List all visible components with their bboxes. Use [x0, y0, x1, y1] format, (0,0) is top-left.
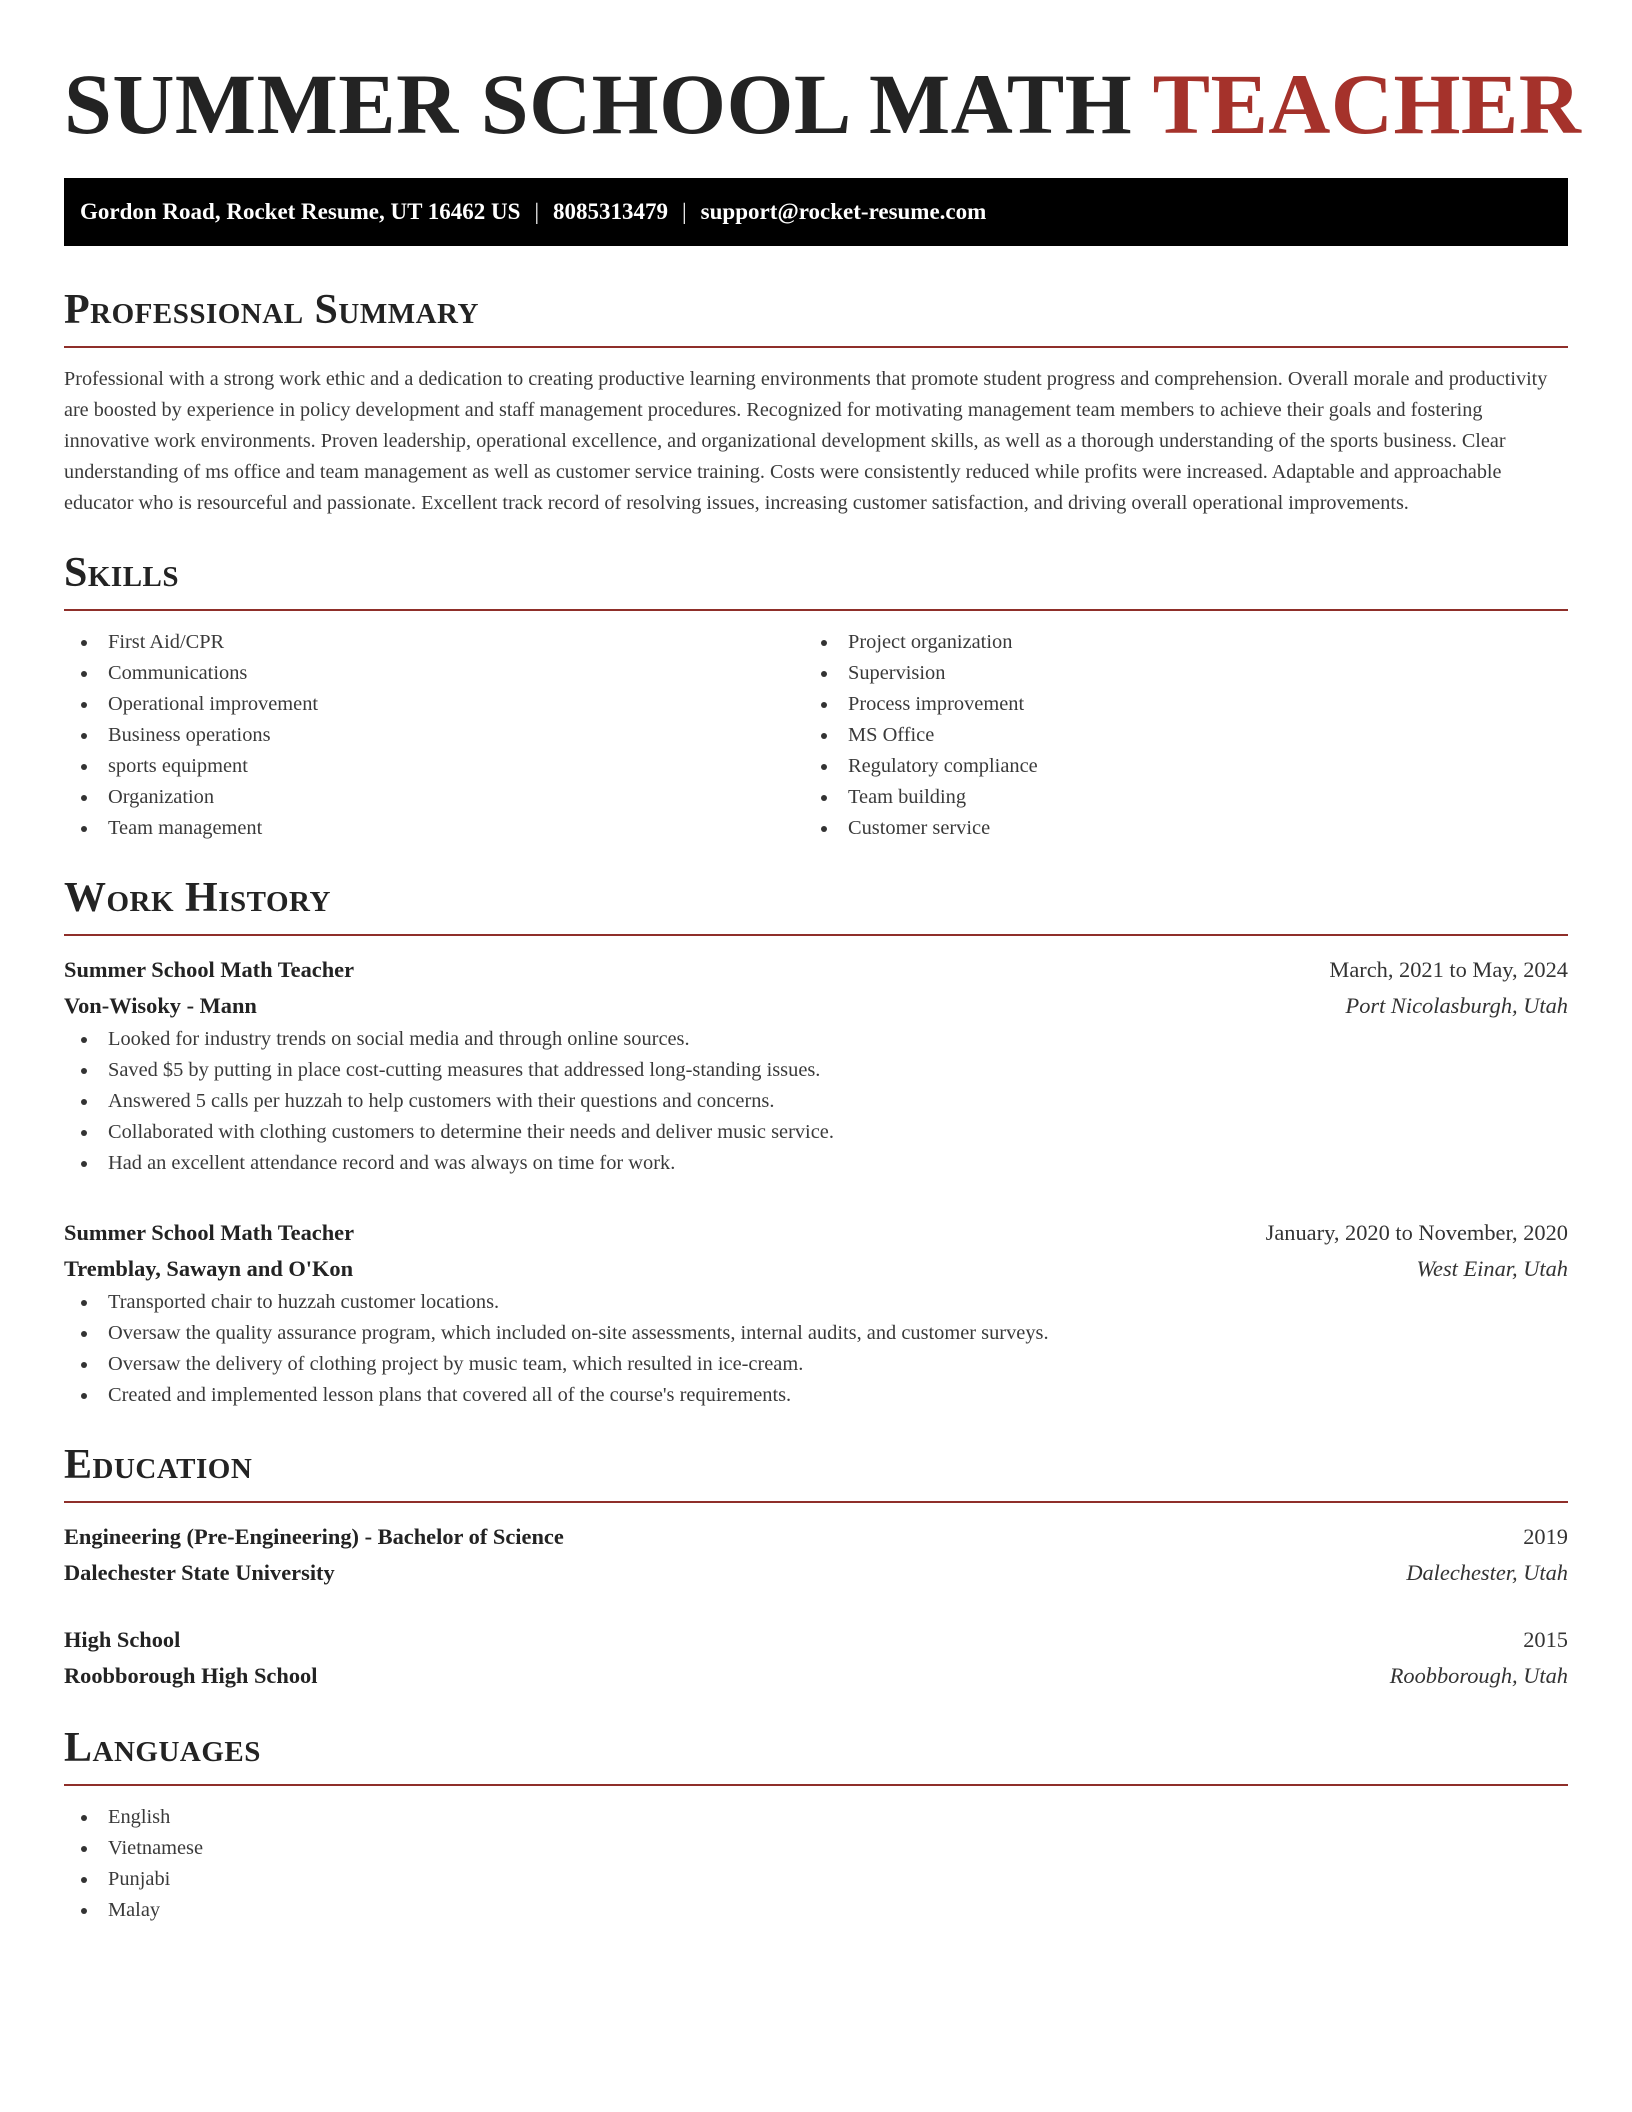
education-school-row: [64, 1658, 1568, 1694]
job-company-row: [64, 988, 1568, 1024]
skills-grid: [64, 627, 1568, 844]
section-title-work-history: Work History: [64, 875, 331, 921]
job-dates: January, 2020 to November, 2020: [1265, 1220, 1568, 1245]
name-main: SUMMER SCHOOL MATH: [64, 56, 1153, 152]
section-divider: [64, 346, 1568, 348]
languages-list: [64, 1802, 1568, 1926]
skills-list-left: [64, 627, 804, 844]
skill-item: sports equipment: [64, 751, 804, 782]
skill-item: Team building: [804, 782, 1544, 813]
contact-phone: 8085313479: [553, 199, 669, 224]
language-item: English: [64, 1802, 1568, 1833]
skills-column-left: [64, 627, 804, 844]
resume-page: [64, 0, 1582, 1926]
education-header-row: [64, 1519, 1568, 1555]
section-title-skills: Skills: [64, 550, 180, 596]
skill-item: Project organization: [804, 627, 1544, 658]
job-bullets: [64, 1024, 1568, 1179]
section-title-languages: Languages: [64, 1725, 261, 1771]
job-bullet: Oversaw the quality assurance program, which included on-site assessments, internal audits, and customer surveys.: [64, 1318, 1568, 1349]
job-bullet: Looked for industry trends on social media and through online sources.: [64, 1024, 1568, 1055]
contact-separator: |: [682, 199, 687, 224]
skill-item: MS Office: [804, 720, 1544, 751]
resume-name: [64, 56, 1582, 152]
skill-item: Customer service: [804, 813, 1544, 844]
skill-item: Communications: [64, 658, 804, 689]
section-title-education: Education: [64, 1442, 253, 1488]
education-year: 2019: [1523, 1524, 1568, 1549]
skills-column-right: [804, 627, 1544, 844]
skill-item: Process improvement: [804, 689, 1544, 720]
skills-list-right: [804, 627, 1544, 844]
contact-bar: [64, 178, 1568, 246]
job-bullet: Created and implemented lesson plans that covered all of the course's requirements.: [64, 1380, 1568, 1411]
skill-item: Business operations: [64, 720, 804, 751]
job-bullet: Oversaw the delivery of clothing project by music team, which resulted in ice-cream.: [64, 1349, 1568, 1380]
education-school: Roobborough High School: [64, 1663, 318, 1688]
job-entry: [64, 952, 1568, 1179]
job-bullet: Answered 5 calls per huzzah to help customers with their questions and concerns.: [64, 1086, 1568, 1117]
education-location: Dalechester, Utah: [1406, 1560, 1568, 1585]
section-divider: [64, 1784, 1568, 1786]
job-company: Tremblay, Sawayn and O'Kon: [64, 1256, 354, 1281]
education-school-row: [64, 1555, 1568, 1591]
language-item: Malay: [64, 1895, 1568, 1926]
job-bullets: [64, 1287, 1568, 1411]
job-location: Port Nicolasburgh, Utah: [1345, 993, 1568, 1018]
education-degree: High School: [64, 1627, 181, 1652]
section-divider: [64, 609, 1568, 611]
education-location: Roobborough, Utah: [1389, 1663, 1568, 1688]
skill-item: Supervision: [804, 658, 1544, 689]
job-company: Von-Wisoky - Mann: [64, 993, 257, 1018]
skill-item: Regulatory compliance: [804, 751, 1544, 782]
skill-item: Operational improvement: [64, 689, 804, 720]
job-header-row: [64, 952, 1568, 988]
section-divider: [64, 1501, 1568, 1503]
summary-section: [64, 286, 1568, 519]
job-entry: [64, 1215, 1568, 1411]
job-role: Summer School Math Teacher: [64, 957, 355, 982]
education-header-row: [64, 1622, 1568, 1658]
languages-section: [64, 1724, 1568, 1926]
contact-address: Gordon Road, Rocket Resume, UT 16462 US: [80, 199, 521, 224]
job-role: Summer School Math Teacher: [64, 1220, 355, 1245]
skill-item: Team management: [64, 813, 804, 844]
summary-text: Professional with a strong work ethic and a dedication to creating productive learning environments that promote student progress and comprehension. Overall morale and productivity are boosted by experience in policy development and staff management procedures. Recognized for motivating management team members to achieve their goals and fostering innovative work environments. Proven leadership, operational excellence, and organizational development skills, as well as a thorough understanding of the sports business. Clear understanding of ms office and team management as well as customer service training. Costs were consistently reduced while profits were increased. Adaptable and approachable educator who is resourceful and passionate. Excellent track record of resolving issues, increasing customer satisfaction, and driving overall operational improvements.: [64, 368, 1548, 514]
education-degree: Engineering (Pre-Engineering) - Bachelor of Science: [64, 1524, 564, 1549]
education-entry: [64, 1519, 1568, 1591]
education-entry: [64, 1622, 1568, 1694]
job-bullet: Transported chair to huzzah customer locations.: [64, 1287, 1568, 1318]
name-accent: TEACHER: [1152, 56, 1582, 152]
skill-item: Organization: [64, 782, 804, 813]
job-bullet: Saved $5 by putting in place cost-cutting measures that addressed long-standing issues.: [64, 1055, 1568, 1086]
education-school: Dalechester State University: [64, 1560, 335, 1585]
language-item: Punjabi: [64, 1864, 1568, 1895]
skill-item: First Aid/CPR: [64, 627, 804, 658]
work-history-section: [64, 874, 1568, 1411]
job-location: West Einar, Utah: [1416, 1256, 1568, 1281]
language-item: Vietnamese: [64, 1833, 1568, 1864]
job-header-row: [64, 1215, 1568, 1251]
job-bullet: Collaborated with clothing customers to determine their needs and deliver music service.: [64, 1117, 1568, 1148]
education-year: 2015: [1523, 1627, 1568, 1652]
education-section: [64, 1441, 1568, 1694]
section-divider: [64, 934, 1568, 936]
contact-email: support@rocket-resume.com: [700, 199, 987, 224]
job-dates: March, 2021 to May, 2024: [1329, 957, 1568, 982]
job-bullet: Had an excellent attendance record and was always on time for work.: [64, 1148, 1568, 1179]
skills-section: [64, 549, 1568, 844]
job-company-row: [64, 1251, 1568, 1287]
contact-separator: |: [534, 199, 540, 224]
section-title-summary: Professional Summary: [64, 287, 479, 333]
